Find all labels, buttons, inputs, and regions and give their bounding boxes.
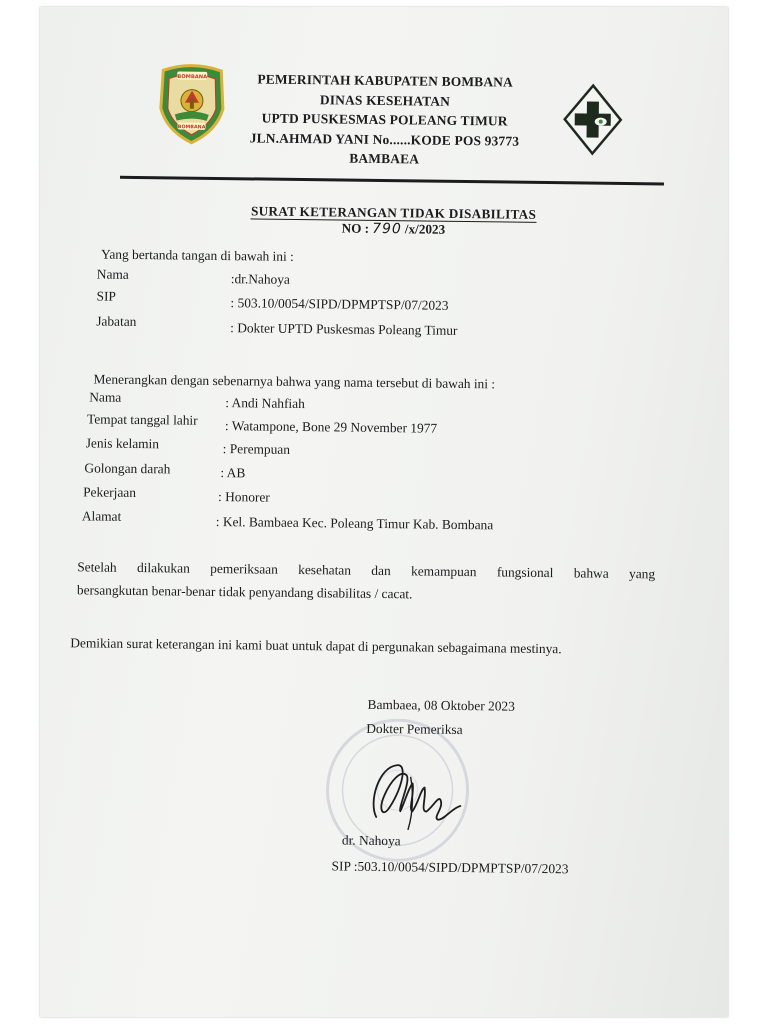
finding-word: dan — [371, 562, 391, 579]
finding-word: fungsional — [496, 564, 554, 581]
finding-word: dilakukan — [136, 560, 190, 576]
finding-line-2: bersangkutan benar-benar tidak penyandang disabilitas / cacat. — [76, 582, 413, 602]
handwritten-number: 790 — [372, 220, 402, 238]
document-page — [40, 7, 728, 1017]
document-number: NO : 790 /x/2023 — [341, 220, 446, 238]
finding-word: kesehatan — [298, 562, 352, 578]
signer-label-sip: SIP — [96, 288, 117, 304]
signer-value-name: :dr.Nahoya — [230, 271, 291, 287]
subject-label-gender: Jenis kelamin — [85, 435, 160, 452]
subject-value-gender: : Perempuan — [222, 441, 291, 457]
finding-word: kemampuan — [410, 563, 477, 580]
letterhead-department: DINAS KESEHATAN — [319, 91, 451, 109]
subject-value-birth: : Watampone, Bone 29 November 1977 — [224, 418, 438, 436]
finding-word: yang — [628, 566, 656, 582]
subject-intro: Menerangkan dengan sebenarnya bahwa yang nama tersebut di bawah ini : — [93, 371, 496, 392]
subject-label-name: Nama — [89, 389, 122, 405]
signer-value-sip: : 503.10/0054/SIPD/DPMPTSP/07/2023 — [230, 295, 449, 313]
svg-text:BOMBANA: BOMBANA — [177, 73, 208, 81]
signer-label-name: Nama — [96, 266, 129, 282]
puskesmas-cross-icon — [560, 81, 625, 164]
finding-word: pemeriksaan — [210, 560, 278, 577]
page-content — [40, 7, 728, 1017]
subject-value-address: : Kel. Bambaea Kec. Poleang Timur Kab. Bombana — [215, 513, 494, 533]
subject-label-address: Alamat — [81, 508, 122, 524]
signature-sip: SIP :503.10/0054/SIPD/DPMPTSP/07/2023 — [331, 858, 569, 877]
letterhead-government: PEMERINTAH KABUPATEN BOMBANA — [257, 71, 514, 90]
closing-statement: Demikian surat keterangan ini kami buat untuk dapat di pergunakan sebagaimana mestinya. — [70, 635, 562, 657]
subject-label-birth: Tempat tanggal lahir — [86, 411, 198, 428]
subject-value-blood: : AB — [220, 465, 246, 481]
finding-word: Setelah — [77, 559, 117, 575]
signer-value-position: : Dokter UPTD Puskesmas Poleang Timur — [230, 320, 458, 338]
signature-name: dr. Nahoya — [341, 832, 401, 849]
letterhead-address: JLN.AHMAD YANI No......KODE POS 93773 — [249, 129, 520, 149]
svg-text:BOMBANA: BOMBANA — [177, 125, 206, 131]
signature-place-date: Bambaea, 08 Oktober 2023 — [367, 696, 515, 714]
subject-value-job: : Honorer — [218, 489, 270, 505]
letterhead — [199, 69, 570, 171]
signer-label-position: Jabatan — [96, 313, 137, 330]
letterhead-divider — [120, 176, 664, 186]
subject-label-job: Pekerjaan — [83, 484, 137, 501]
letterhead-city: BAMBAEA — [349, 150, 420, 167]
signer-intro: Yang bertanda tangan di bawah ini : — [100, 246, 294, 264]
finding-paragraph — [77, 555, 656, 608]
subject-value-name: : Andi Nahfiah — [225, 395, 305, 412]
letterhead-unit: UPTD PUSKESMAS POLEANG TIMUR — [261, 110, 508, 129]
subject-label-blood: Golongan darah — [84, 460, 171, 477]
signature-role: Dokter Pemeriksa — [366, 720, 463, 738]
handwritten-signature — [348, 747, 469, 838]
document-title: SURAT KETERANGAN TIDAK DISABILITAS — [250, 203, 537, 222]
finding-word: bahwa — [573, 565, 609, 581]
